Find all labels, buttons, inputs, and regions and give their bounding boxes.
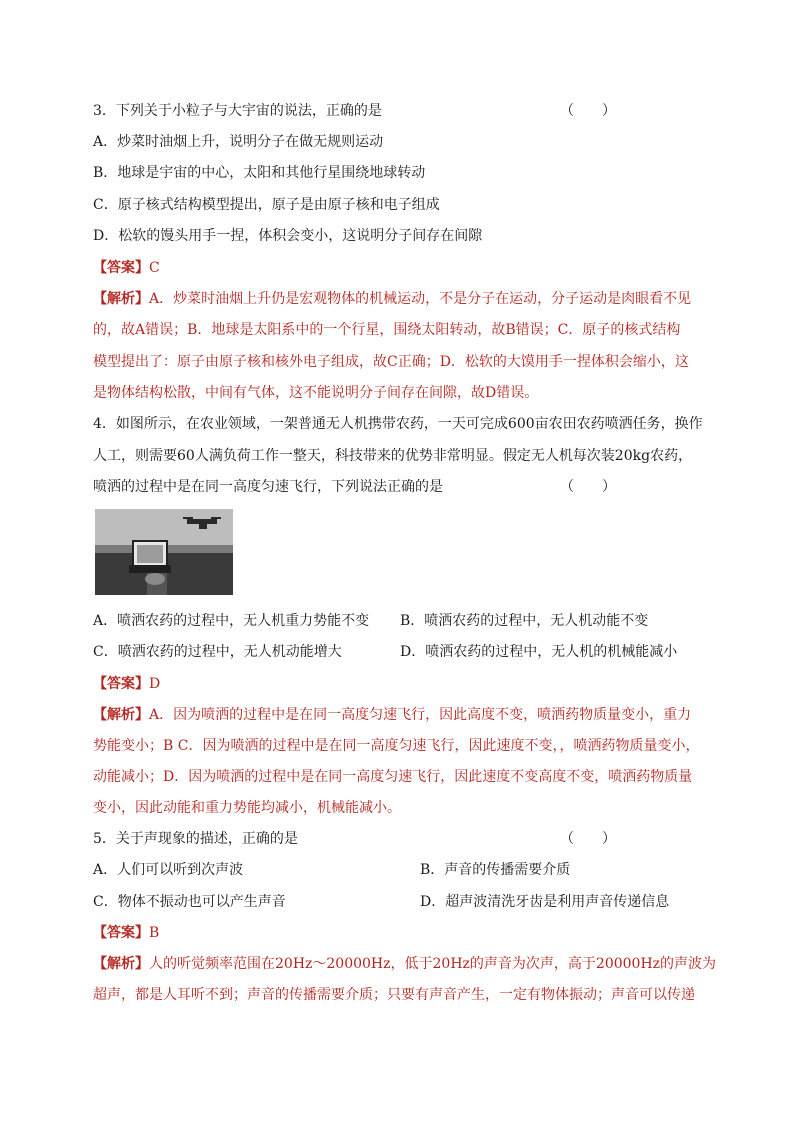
q5-option-b: B．声音的传播需要介质 <box>420 862 571 878</box>
q3-analysis-line: 模型提出了：原子由原子核和核外电子组成，故C正确；D．松软的大馍用手一捏体积会缩小，这 <box>93 354 689 370</box>
q4-option-a: A．喷洒农药的过程中，无人机重力势能不变 <box>93 613 370 629</box>
q5-option-c: C．物体不振动也可以产生声音 <box>93 894 286 910</box>
q4-answer-bracket: （ ） <box>560 479 616 495</box>
q3-option-a: A．炒菜时油烟上升，说明分子在做无规则运动 <box>93 134 384 150</box>
q5-option-d: D．超声波清洗牙齿是利用声音传递信息 <box>420 894 670 910</box>
analysis-tag: 【解析】 <box>93 291 149 307</box>
q5-option-a: A．人们可以听到次声波 <box>93 862 244 878</box>
analysis-tag: 【解析】 <box>93 707 149 723</box>
answer-tag: 【答案】 <box>93 676 149 692</box>
q4-option-b: B．喷洒农药的过程中，无人机动能不变 <box>400 613 649 629</box>
q4-analysis-line: 势能变小；B C．因为喷洒的过程中是在同一高度匀速飞行，因此速度不变，，喷洒药物质量变小， <box>93 738 700 754</box>
q3-option-b: B．地球是宇宙的中心，太阳和其他行星围绕地球转动 <box>93 165 426 181</box>
q3-analysis-line: 是物体结构松散，中间有气体，这不能说明分子间存在间隙，故D错误。 <box>93 385 539 401</box>
drone-photo <box>95 509 233 595</box>
q3-option-c: C．原子核式结构模型提出，原子是由原子核和电子组成 <box>93 197 440 213</box>
q4-option-c: C．喷洒农药的过程中，无人机动能增大 <box>93 644 342 660</box>
q4-stem-line: 4．如图所示，在农业领域，一架普通无人机携带农药，一天可完成600亩农田农药喷洒任务，换作 <box>93 416 703 432</box>
answer-tag: 【答案】 <box>93 260 149 276</box>
q4-analysis-line: 变小，因此动能和重力势能均减小，机械能减小。 <box>93 800 401 816</box>
q4-option-d: D．喷洒农药的过程中，无人机的机械能减小 <box>400 644 678 660</box>
q4-analysis-line: 【解析】A．因为喷洒的过程中是在同一高度匀速飞行，因此高度不变，喷洒药物质量变小，重力 <box>93 707 692 723</box>
answer-tag: 【答案】 <box>93 925 149 941</box>
q3-stem: 3．下列关于小粒子与大宇宙的说法，正确的是 <box>93 103 382 119</box>
drone-photo-illustration <box>95 509 233 595</box>
q3-analysis-line: 的，故A错误；B．地球是太阳系中的一个行星，围绕太阳转动，故B错误；C．原子的核式结构 <box>93 322 681 338</box>
q5-analysis-line: 【解析】人的听觉频率范围在20Hz～20000Hz，低于20Hz的声音为次声，高于20000Hz的声波为 <box>93 956 717 972</box>
q5-answer <box>93 923 159 943</box>
q5-answer-bracket: （ ） <box>560 831 616 847</box>
answer-value: C <box>149 260 160 276</box>
q5-analysis-line: 超声，都是人耳听不到；声音的传播需要介质；只要有声音产生，一定有物体振动；声音可以传递 <box>93 987 695 1003</box>
q5-stem: 5．关于声现象的描述，正确的是 <box>93 831 298 847</box>
q3-option-d: D．松软的馒头用手一捏，体积会变小，这说明分子间存在间隙 <box>93 228 483 244</box>
q3-analysis-line: 【解析】A．炒菜时油烟上升仍是宏观物体的机械运动，不是分子在运动，分子运动是肉眼看不见 <box>93 291 692 307</box>
q3-answer-bracket: （ ） <box>560 103 616 119</box>
q3-answer <box>93 258 160 278</box>
analysis-tag: 【解析】 <box>93 956 149 972</box>
answer-value: B <box>149 925 160 941</box>
answer-value: D <box>149 676 161 692</box>
q4-answer <box>93 674 160 694</box>
q4-stem-line: 人工，则需要60人满负荷工作一整天，科技带来的优势非常明显。假定无人机每次装20kg农药， <box>93 448 693 464</box>
q4-analysis-line: 动能减小；D．因为喷洒的过程中是在同一高度匀速飞行，因此速度不变高度不变，喷洒药物质量 <box>93 769 693 785</box>
q4-stem-line: 喷洒的过程中是在同一高度匀速飞行，下列说法正确的是 <box>93 479 443 495</box>
